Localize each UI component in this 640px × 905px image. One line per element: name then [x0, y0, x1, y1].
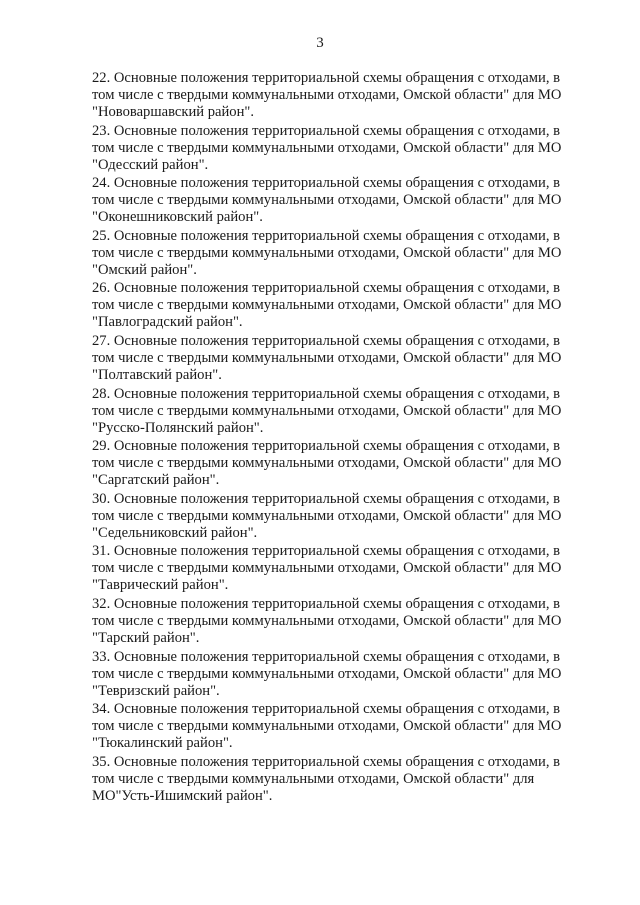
list-item-line: "Полтавский район". — [92, 366, 222, 383]
list-item-line: 30. Основные положения территориальной схемы обращения с отходами, в — [92, 490, 561, 507]
list-item-line: 28. Основные положения территориальной схемы обращения с отходами, в — [92, 385, 561, 402]
list-item-line: том числе с твердыми коммунальными отходами, Омской области" для МО — [92, 612, 562, 629]
list-item-line: 34. Основные положения территориальной схемы обращения с отходами, в — [92, 701, 561, 718]
list-item-line: 22. Основные положения территориальной схемы обращения с отходами, в — [92, 70, 561, 86]
list-item — [92, 543, 592, 594]
list-item — [92, 386, 592, 437]
list-item-line: 25. Основные положения территориальной схемы обращения с отходами, в — [92, 227, 561, 244]
list-item-line: том числе с твердыми коммунальными отходами, Омской области" для МО — [92, 192, 562, 209]
list-item-line: том числе с твердыми коммунальными отходами, Омской области" для — [92, 770, 535, 787]
list-item-line: 33. Основные положения территориальной схемы обращения с отходами, в — [92, 648, 561, 665]
list-item-line: "Нововаршавский район". — [92, 104, 255, 120]
list-item-line: 31. Основные положения территориальной схемы обращения с отходами, в — [92, 543, 561, 560]
list-item — [92, 70, 592, 121]
list-item — [92, 175, 592, 226]
list-item-line: 32. Основные положения территориальной схемы обращения с отходами, в — [92, 595, 561, 612]
list-item-line: "Русско-Полянский район". — [92, 419, 264, 436]
list-item-line: том числе с твердыми коммунальными отходами, Омской области" для МО — [92, 297, 562, 314]
list-item-line: "Тарский район". — [92, 629, 200, 646]
list-item-line: "Таврический район". — [92, 577, 229, 594]
list-item-line: "Омский район". — [92, 261, 197, 278]
list-item — [92, 228, 592, 279]
list-item-line: том числе с твердыми коммунальными отходами, Омской области" для МО — [92, 455, 562, 472]
list-item-line: том числе с твердыми коммунальными отходами, Омской области" для МО — [92, 507, 562, 524]
list-item — [92, 438, 592, 489]
list-item-line: МО"Усть-Ишимский район". — [92, 787, 273, 804]
list-item-line: "Седельниковский район". — [92, 524, 258, 541]
page-number: 3 — [316, 35, 324, 51]
list-item-line: "Тюкалинский район". — [92, 735, 233, 752]
list-item-line: 27. Основные положения территориальной схемы обращения с отходами, в — [92, 332, 561, 349]
list-item-line: том числе с твердыми коммунальными отходами, Омской области" для МО — [92, 665, 562, 682]
list-item-line: том числе с твердыми коммунальными отходами, Омской области" для МО — [92, 349, 562, 366]
list-item-line: "Оконешниковский район". — [92, 209, 263, 226]
list-item-line: 24. Основные положения территориальной схемы обращения с отходами, в — [92, 175, 561, 192]
list-item-line: 26. Основные положения территориальной схемы обращения с отходами, в — [92, 280, 561, 297]
list-item-line: том числе с твердыми коммунальными отходами, Омской области" для МО — [92, 244, 562, 261]
list-item — [92, 280, 592, 331]
list-item — [92, 754, 592, 805]
list-item-line: 23. Основные положения территориальной схемы обращения с отходами, в — [92, 122, 561, 139]
list-item — [92, 701, 592, 752]
list-item — [92, 491, 592, 542]
list-item-line: том числе с твердыми коммунальными отходами, Омской области" для МО — [92, 87, 562, 103]
list-item-line: том числе с твердыми коммунальными отходами, Омской области" для МО — [92, 560, 562, 577]
list-item — [92, 123, 592, 174]
list-item-line: 29. Основные положения территориальной схемы обращения с отходами, в — [92, 438, 561, 455]
list-item-line: том числе с твердыми коммунальными отходами, Омской области" для МО — [92, 402, 562, 419]
list-item — [92, 333, 592, 384]
list-item-line: "Одесский район". — [92, 156, 209, 173]
list-item-line: том числе с твердыми коммунальными отходами, Омской области" для МО — [92, 718, 562, 735]
list-item — [92, 596, 592, 647]
list-item-line: 35. Основные положения территориальной схемы обращения с отходами, в — [92, 753, 561, 770]
list-item-line: том числе с твердыми коммунальными отходами, Омской области" для МО — [92, 139, 562, 156]
list-item-line: "Саргатский район". — [92, 472, 220, 489]
list-item-line: "Павлоградский район". — [92, 314, 243, 331]
document-body — [92, 70, 592, 806]
list-item — [92, 649, 592, 700]
list-item-line: "Тевризский район". — [92, 682, 220, 699]
